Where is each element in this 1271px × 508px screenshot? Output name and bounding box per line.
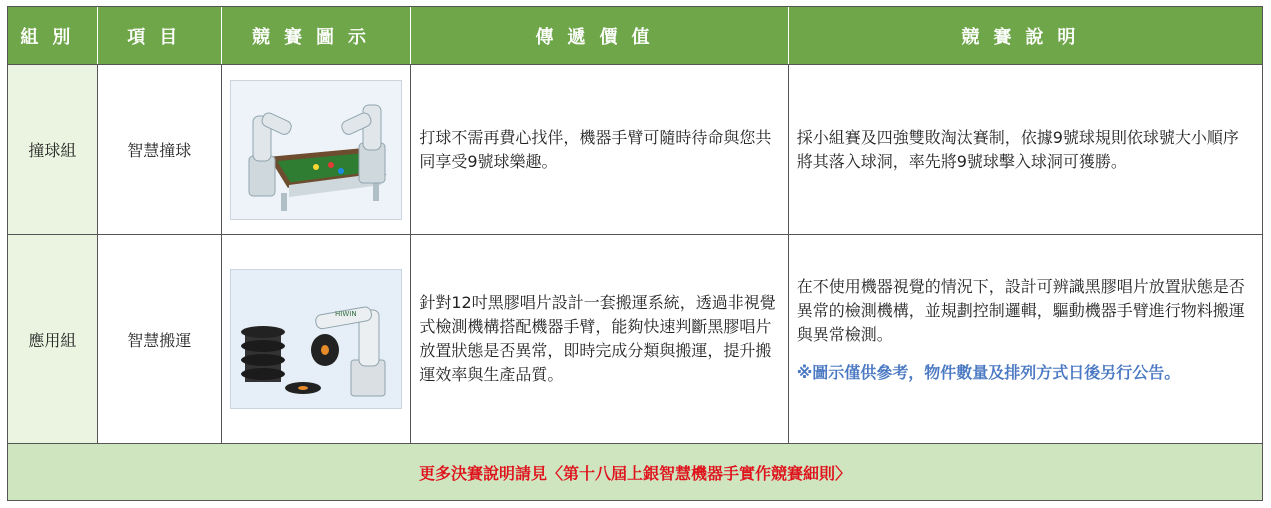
row-description [789, 235, 1262, 443]
billiard-robot-arms-illustration-icon [230, 80, 402, 220]
description-text: 在不使用機器視覺的情況下，設計可辨識黑膠唱片放置狀態是否異常的檢測機構，並規劃控制邏輯，驅動機器手臂進行物料搬運與異常檢測。 [796, 277, 1245, 344]
row-diagram [222, 65, 412, 234]
table-row [8, 234, 1262, 443]
row-value [411, 65, 788, 234]
description-block [789, 275, 1262, 385]
description-text: 採小組賽及四強雙敗淘汰賽制，依據9號球規則依球號大小順序將其落入球洞，率先將9號球擊入球洞可獲勝。 [796, 127, 1239, 171]
header-diagram: 競賽圖示 [222, 7, 412, 64]
value-text: 針對12吋黑膠唱片設計一套搬運系統，透過非視覺式檢測機構搭配機器手臂，能夠快速判斷黑膠唱片放置狀態是否異常，即時完成分類與搬運，提升搬運效率與生產品質。 [419, 293, 776, 384]
value-text: 打球不需再費心找伴，機器手臂可隨時待命與您共同享受9號球樂趣。 [419, 127, 772, 171]
row-group: 撞球組 [8, 65, 98, 234]
header-description: 競賽說明 [961, 26, 1090, 48]
footer-note [8, 443, 1262, 500]
row-description [789, 65, 1262, 234]
header-item: 項目 [98, 7, 222, 64]
header-group: 組別 [8, 7, 98, 64]
hiwin-logo: HIWIN [335, 310, 357, 318]
row-item: 智慧搬運 [98, 235, 222, 443]
row-item: 智慧撞球 [98, 65, 222, 234]
vinyl-record-robot-arm-illustration-icon [230, 269, 402, 409]
row-diagram [222, 235, 412, 443]
row-group: 應用組 [8, 235, 98, 443]
competition-table [7, 6, 1263, 501]
table-header [8, 7, 1262, 64]
row-value [411, 235, 788, 443]
image-note: ※圖示僅供參考，物件數量及排列方式日後另行公告。 [796, 363, 1181, 382]
table-row [8, 64, 1262, 234]
footer-text: 更多決賽說明請見〈第十八屆上銀智慧機器手實作競賽細則〉 [418, 463, 851, 483]
header-value: 傳遞價值 [411, 7, 788, 64]
